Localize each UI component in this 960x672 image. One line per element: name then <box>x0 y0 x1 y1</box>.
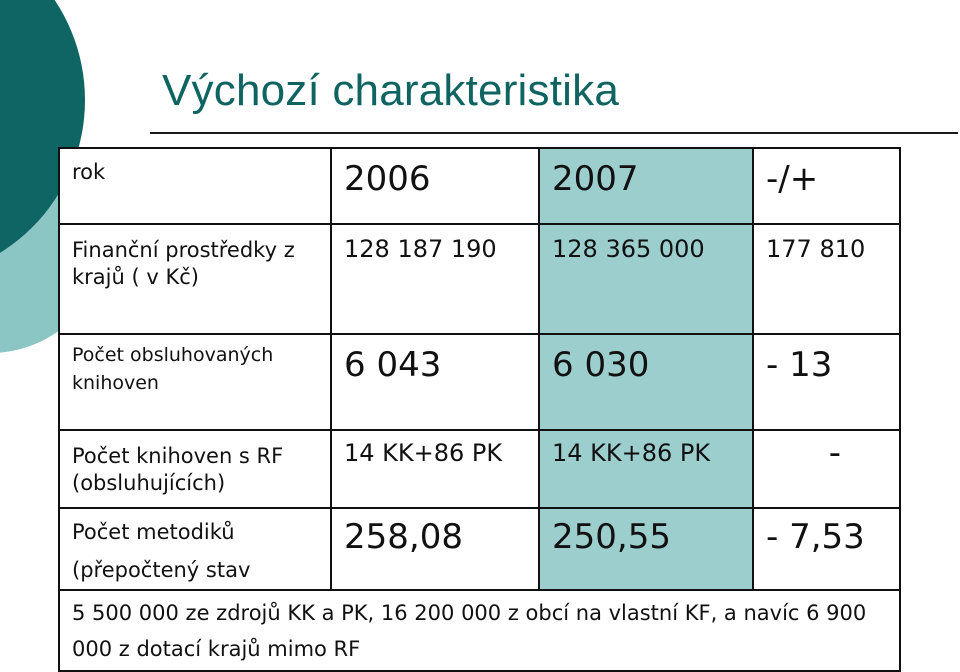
table-row <box>59 430 900 508</box>
row-label: Počet knihoven s RF (obsluhujících) <box>59 430 331 508</box>
data-table <box>58 147 901 672</box>
cell-diff: - 13 <box>753 334 900 430</box>
table-row <box>59 508 900 590</box>
table-row <box>59 224 900 334</box>
cell-diff: 177 810 <box>753 224 900 334</box>
cell-2007: 128 365 000 <box>539 224 753 334</box>
header-diff: -/+ <box>753 148 900 224</box>
cell-diff: - 7,53 <box>753 508 900 590</box>
cell-2006: 258,08 <box>331 508 539 590</box>
row-label: Finanční prostředky z krajů ( v Kč) <box>59 224 331 334</box>
header-row <box>59 148 900 224</box>
header-label: rok <box>59 148 331 224</box>
cell-2007: 14 KK+86 PK <box>539 430 753 508</box>
note-text: 5 500 000 ze zdrojů KK a PK, 16 200 000 z obcí na vlastní KF, a navíc 6 900 000 z dotací krajů mimo RF <box>59 590 900 671</box>
header-2006: 2006 <box>331 148 539 224</box>
cell-2007: 250,55 <box>539 508 753 590</box>
note-row <box>59 590 900 671</box>
row-label: Počet metodiků (přepočtený stav <box>59 508 331 590</box>
cell-2006: 6 043 <box>331 334 539 430</box>
table-row <box>59 334 900 430</box>
title-underline <box>150 132 958 134</box>
cell-2007: 6 030 <box>539 334 753 430</box>
page-title: Výchozí charakteristika <box>162 66 619 115</box>
header-2007: 2007 <box>539 148 753 224</box>
cell-diff: - <box>753 430 900 508</box>
row-label: Počet obsluhovaných knihoven <box>59 334 331 430</box>
cell-2006: 128 187 190 <box>331 224 539 334</box>
cell-2006: 14 KK+86 PK <box>331 430 539 508</box>
